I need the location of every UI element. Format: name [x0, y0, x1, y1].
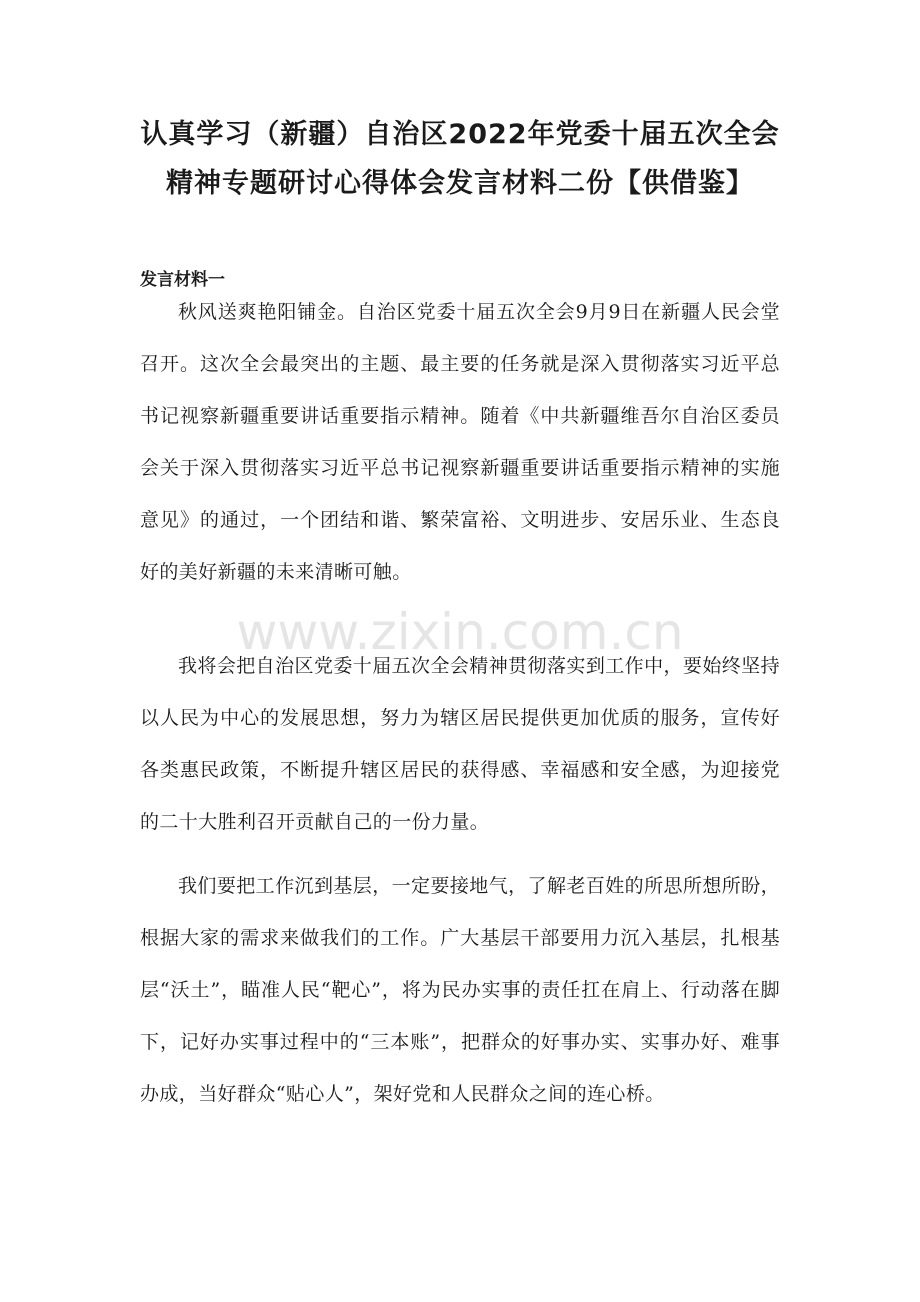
body-paragraph-2: 我将会把自治区党委十届五次全会精神贯彻落实到工作中，要始终坚持以人民为中心的发展思想，努力为辖区居民提供更加优质的服务，宣传好各类惠民政策，不断提升辖区居民的获得感、幸福感和安全感，为迎接党的二十大胜利召开贡献自己的一份力量。: [140, 655, 780, 833]
watermark-text: www.zixin.com.cn: [236, 603, 684, 661]
body-paragraph-3: 我们要把工作沉到基层，一定要接地气，了解老百姓的所思所想所盼，根据大家的需求来做我们的工作。广大基层干部要用力沉入基层，扎根基层“沃土”，瞄准人民“靶心”，将为民办实事的责任扛在肩上、行动落在脚下，记好办实事过程中的“三本账”，把群众的好事办实、实事办好、难事办成，当好群众“贴心人”，架好党和人民群众之间的连心桥。: [140, 875, 780, 1105]
document-title-line-1: 认真学习（新疆）自治区2022年党委十届五次全会: [140, 119, 780, 150]
document-title-line-2: 精神专题研讨心得体会发言材料二份【供借鉴】: [166, 168, 754, 199]
section-heading: 发言材料一: [140, 270, 225, 290]
body-paragraph-1: 秋风送爽艳阳铺金。自治区党委十届五次全会9月9日在新疆人民会堂召开。这次全会最突出的主题、最主要的任务就是深入贯彻落实习近平总书记视察新疆重要讲话重要指示精神。随着《中共新疆维吾尔自治区委员会关于深入贯彻落实习近平总书记视察新疆重要讲话重要指示精神的实施意见》的通过，一个团结和谐、繁荣富裕、文明进步、安居乐业、生态良好的美好新疆的未来清晰可触。: [140, 301, 780, 583]
